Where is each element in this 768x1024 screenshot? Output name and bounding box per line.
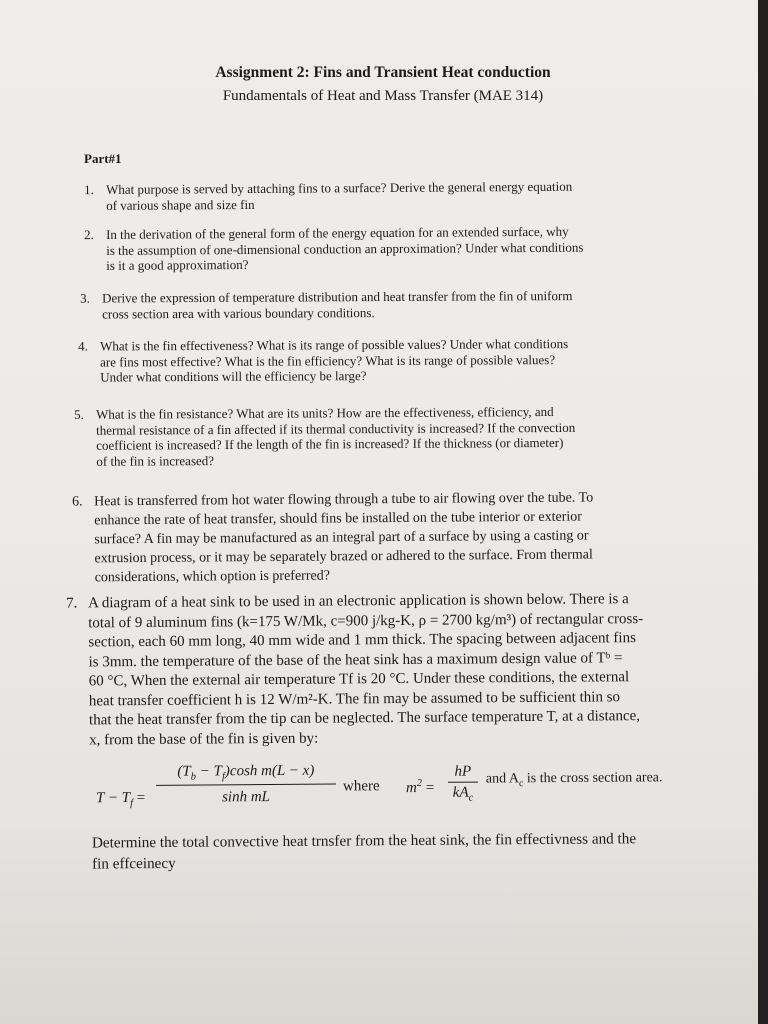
question-line: extrusion process, or it may be separately brazed or adhered to the surface. From thermal xyxy=(94,547,593,567)
question-line: What is the fin resistance? What are its units? How are the effectiveness, efficiency, and xyxy=(96,403,554,422)
question-line: is 3mm. the temperature of the base of the heat sink has a maximum design value of Tᵇ = xyxy=(88,649,623,670)
part-label: Part#1 xyxy=(84,151,122,166)
question-line: that the heat transfer from the tip can be neglected. The surface temperature T, at a distance, xyxy=(88,708,641,729)
question-line: What purpose is served by attaching fins to a surface? Derive the general energy equation xyxy=(106,178,573,197)
question-text xyxy=(88,590,644,750)
question-line: thermal resistance of a fin affected if its thermal conductivity is increased? If the convection xyxy=(96,419,576,438)
formula-denominator: sinh mL xyxy=(222,789,271,806)
question-line: cross section area with various boundary conditions. xyxy=(102,304,375,322)
question-4 xyxy=(78,335,693,385)
question-text xyxy=(96,404,575,469)
question-line: is it a good approximation? xyxy=(106,257,249,274)
question-text xyxy=(94,488,594,587)
page-edge-shadow xyxy=(758,0,768,1024)
formula-m-denominator: $kA_c$ xyxy=(452,784,474,804)
final-line: Determine the total convective heat trnsfer from the heat sink, the fin effectivness and the xyxy=(91,830,637,852)
question-line: enhance the rate of heat transfer, should fins be installed on the tube interior or exterior xyxy=(94,509,582,529)
question-line: heat transfer coefficient h is 12 W/m²-K. The fin may be assumed to be sufficient thin so xyxy=(88,688,621,709)
question-line: is the assumption of one-dimensional conduction an approximation? Under what conditions xyxy=(106,239,584,258)
question-line: x, from the base of the fin is given by: xyxy=(89,730,319,748)
formula-m-lhs: $m^2$ = xyxy=(405,777,435,797)
formula-where: where xyxy=(342,778,380,795)
question-text xyxy=(106,179,572,213)
question-line: Derive the expression of temperature distribution and heat transfer from the fin of uniform xyxy=(102,288,573,306)
question-line: surface? A fin may be manufactured as an integral part of a surface by using a casting or xyxy=(94,528,589,548)
question-number: 6. xyxy=(72,494,83,510)
temperature-formula xyxy=(96,760,736,824)
question-1 xyxy=(84,178,684,213)
question-text xyxy=(106,224,584,274)
question-line: Under what conditions will the efficiency be large? xyxy=(100,368,367,385)
question-2 xyxy=(84,223,684,274)
question-number: 7. xyxy=(66,595,78,612)
final-instruction xyxy=(92,827,732,874)
formula-fraction xyxy=(156,763,336,807)
formula-m-fraction xyxy=(448,764,478,804)
question-number: 4. xyxy=(78,338,88,354)
question-line: 60 °C, When the external air temperature Tf is 20 °C. Under these conditions, the external xyxy=(88,669,630,690)
question-7 xyxy=(66,589,726,748)
question-number: 2. xyxy=(84,227,94,243)
question-line: considerations, which option is preferred? xyxy=(94,568,330,586)
question-text xyxy=(102,288,573,322)
question-line: What is the fin effectiveness? What is its range of possible values? Under what conditions xyxy=(100,336,569,354)
question-text xyxy=(100,336,568,385)
question-line: of various shape and size fin xyxy=(106,196,255,213)
question-6 xyxy=(72,487,712,586)
formula-lhs: $T - T_f$ = xyxy=(95,789,146,809)
question-line: section, each 60 mm long, 40 mm wide and 1 mm thick. The spacing between adjacent fins xyxy=(88,630,636,651)
question-number: 1. xyxy=(84,182,94,198)
formula-numerator: $(T_b - T_f)\cosh$ m(L − x) xyxy=(156,763,336,786)
question-line: In the derivation of the general form of the energy equation for an extended surface, why xyxy=(106,223,569,242)
question-line: of the fin is increased? xyxy=(96,452,215,469)
question-line: A diagram of a heat sink to be used in an electronic application is shown below. There is a xyxy=(88,591,629,612)
course-subtitle: Fundamentals of Heat and Mass Transfer (MAE 314) xyxy=(222,88,544,104)
question-line: coefficient is increased? If the length of the fin is increased? If the thickness (or diameter) xyxy=(96,435,564,453)
assignment-title: Assignment 2: Fins and Transient Heat conduction xyxy=(215,64,551,81)
question-3 xyxy=(80,287,690,322)
formula-tail: and $A_c$ is the cross section area. xyxy=(485,770,663,790)
final-line: fin effceinecy xyxy=(92,854,176,873)
question-number: 5. xyxy=(74,406,84,422)
formula-m-numerator: hP xyxy=(448,764,478,783)
question-line: total of 9 aluminum fins (k=175 W/Mk, c=900 j/kg-K, ρ = 2700 kg/m³) of rectangular cross- xyxy=(88,610,644,631)
question-number: 3. xyxy=(80,290,90,306)
question-5 xyxy=(74,403,699,469)
question-line: Heat is transferred from hot water flowing through a tube to air flowing over the tube. To xyxy=(94,490,594,510)
question-line: are fins most effective? What is the fin efficiency? What is its range of possible values? xyxy=(100,351,556,370)
